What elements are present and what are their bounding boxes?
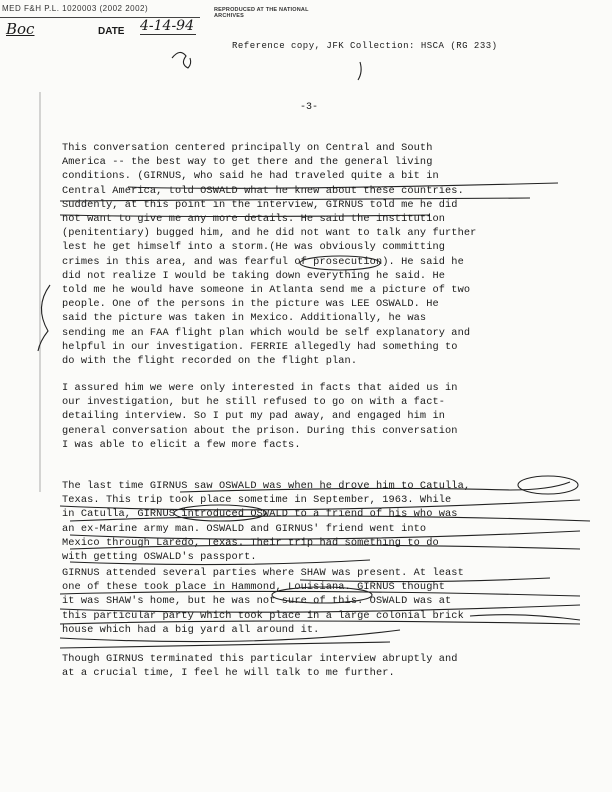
text-line: Central America, told OSWALD what he knew about these countries. — [62, 184, 464, 197]
text-line: I was able to elicit a few more facts. — [62, 438, 301, 451]
text-line: our investigation, but he still refused to go on with a fact- — [62, 396, 446, 409]
date-label: DATE — [98, 26, 125, 37]
header-strip — [2, 4, 332, 18]
paragraph-2 — [62, 381, 582, 452]
reference-copy-line: Reference copy, JFK Collection: HSCA (RG 233) — [232, 41, 498, 51]
tick-mark — [358, 62, 361, 80]
text-line: this particular party which took place in a large colonial brick — [62, 609, 464, 622]
paragraph-4 — [62, 566, 582, 637]
margin-bracket — [38, 285, 50, 351]
text-line: GIRNUS attended several parties where SHAW was present. At least — [62, 567, 464, 579]
text-line: with getting OSWALD's passport. — [62, 551, 257, 564]
text-line: house which had a big yard all around it. — [62, 623, 320, 636]
text-line: did not realize I would be taking down everything he said. He — [62, 269, 446, 282]
text-line: This conversation centered principally on Central and South — [62, 142, 433, 154]
scribble-mark — [172, 52, 191, 68]
paragraph-5 — [62, 652, 582, 680]
text-line: Suddenly, at this point in the interview, GIRNUS told me he did — [62, 198, 458, 211]
text-line: sending me an FAA flight plan which would be self explanatory and — [62, 326, 471, 339]
text-line: (penitentiary) bugged him, and he did not want to talk any further — [62, 227, 477, 240]
text-line: at a crucial time, I feel he will talk to me further. — [62, 667, 395, 680]
archives-stamp: REPRODUCED AT THE NATIONAL ARCHIVES — [214, 7, 309, 19]
text-line: said the picture was taken in Mexico. Additionally, he was — [62, 312, 427, 325]
text-line: not want to give me any more details. He said the institution — [62, 213, 446, 226]
underline — [60, 642, 390, 648]
text-line: it was SHAW's home, but he was not sure of this. OSWALD was at — [62, 595, 452, 608]
text-line: America -- the best way to get there and the general living — [62, 156, 433, 169]
reviewer-initials: Boc — [6, 20, 35, 38]
release-stamp: MED F&H P.L. 1020003 (2002 2002) — [2, 4, 149, 13]
text-line: Mexico through Laredo, Texas. Their trip had something to do — [62, 536, 439, 549]
text-line: told me he would have someone in Atlanta send me a picture of two — [62, 284, 471, 297]
text-line: The last time GIRNUS saw OSWALD was when he drove him to Catulla, — [62, 480, 471, 492]
paragraph-1 — [62, 141, 582, 368]
text-line: people. One of the persons in the picture was LEE OSWALD. He — [62, 298, 439, 311]
text-line: Texas. This trip took place sometime in September, 1963. While — [62, 494, 452, 507]
text-line: helpful in our investigation. FERRIE allegedly had something to — [62, 340, 458, 353]
text-line: do with the flight recorded on the flight plan. — [62, 355, 358, 368]
text-line: detailing interview. So I put my pad away, and engaged him in — [62, 410, 446, 423]
text-line: an ex-Marine army man. OSWALD and GIRNUS' friend went into — [62, 522, 427, 535]
text-line: conditions. (GIRNUS, who said he had traveled quite a bit in — [62, 170, 439, 183]
text-line: Though GIRNUS terminated this particular interview abruptly and — [62, 653, 458, 665]
text-line: general conversation about the prison. During this conversation — [62, 424, 458, 437]
text-line: one of these took place in Hammond, Louisiana. GIRNUS thought — [62, 581, 446, 594]
text-line: crimes in this area, and was fearful of prosecution). He said he — [62, 255, 464, 268]
page-number: -3- — [300, 102, 319, 113]
text-line: I assured him we were only interested in facts that aided us in — [62, 382, 458, 394]
date-value: 4-14-94 — [140, 18, 194, 34]
text-line: lest he get himself into a storm.(He was obviously committing — [62, 241, 446, 254]
paragraph-3 — [62, 479, 582, 564]
text-line: in Catulla, GIRNUS introduced OSWALD to a friend of his who was — [62, 508, 458, 521]
